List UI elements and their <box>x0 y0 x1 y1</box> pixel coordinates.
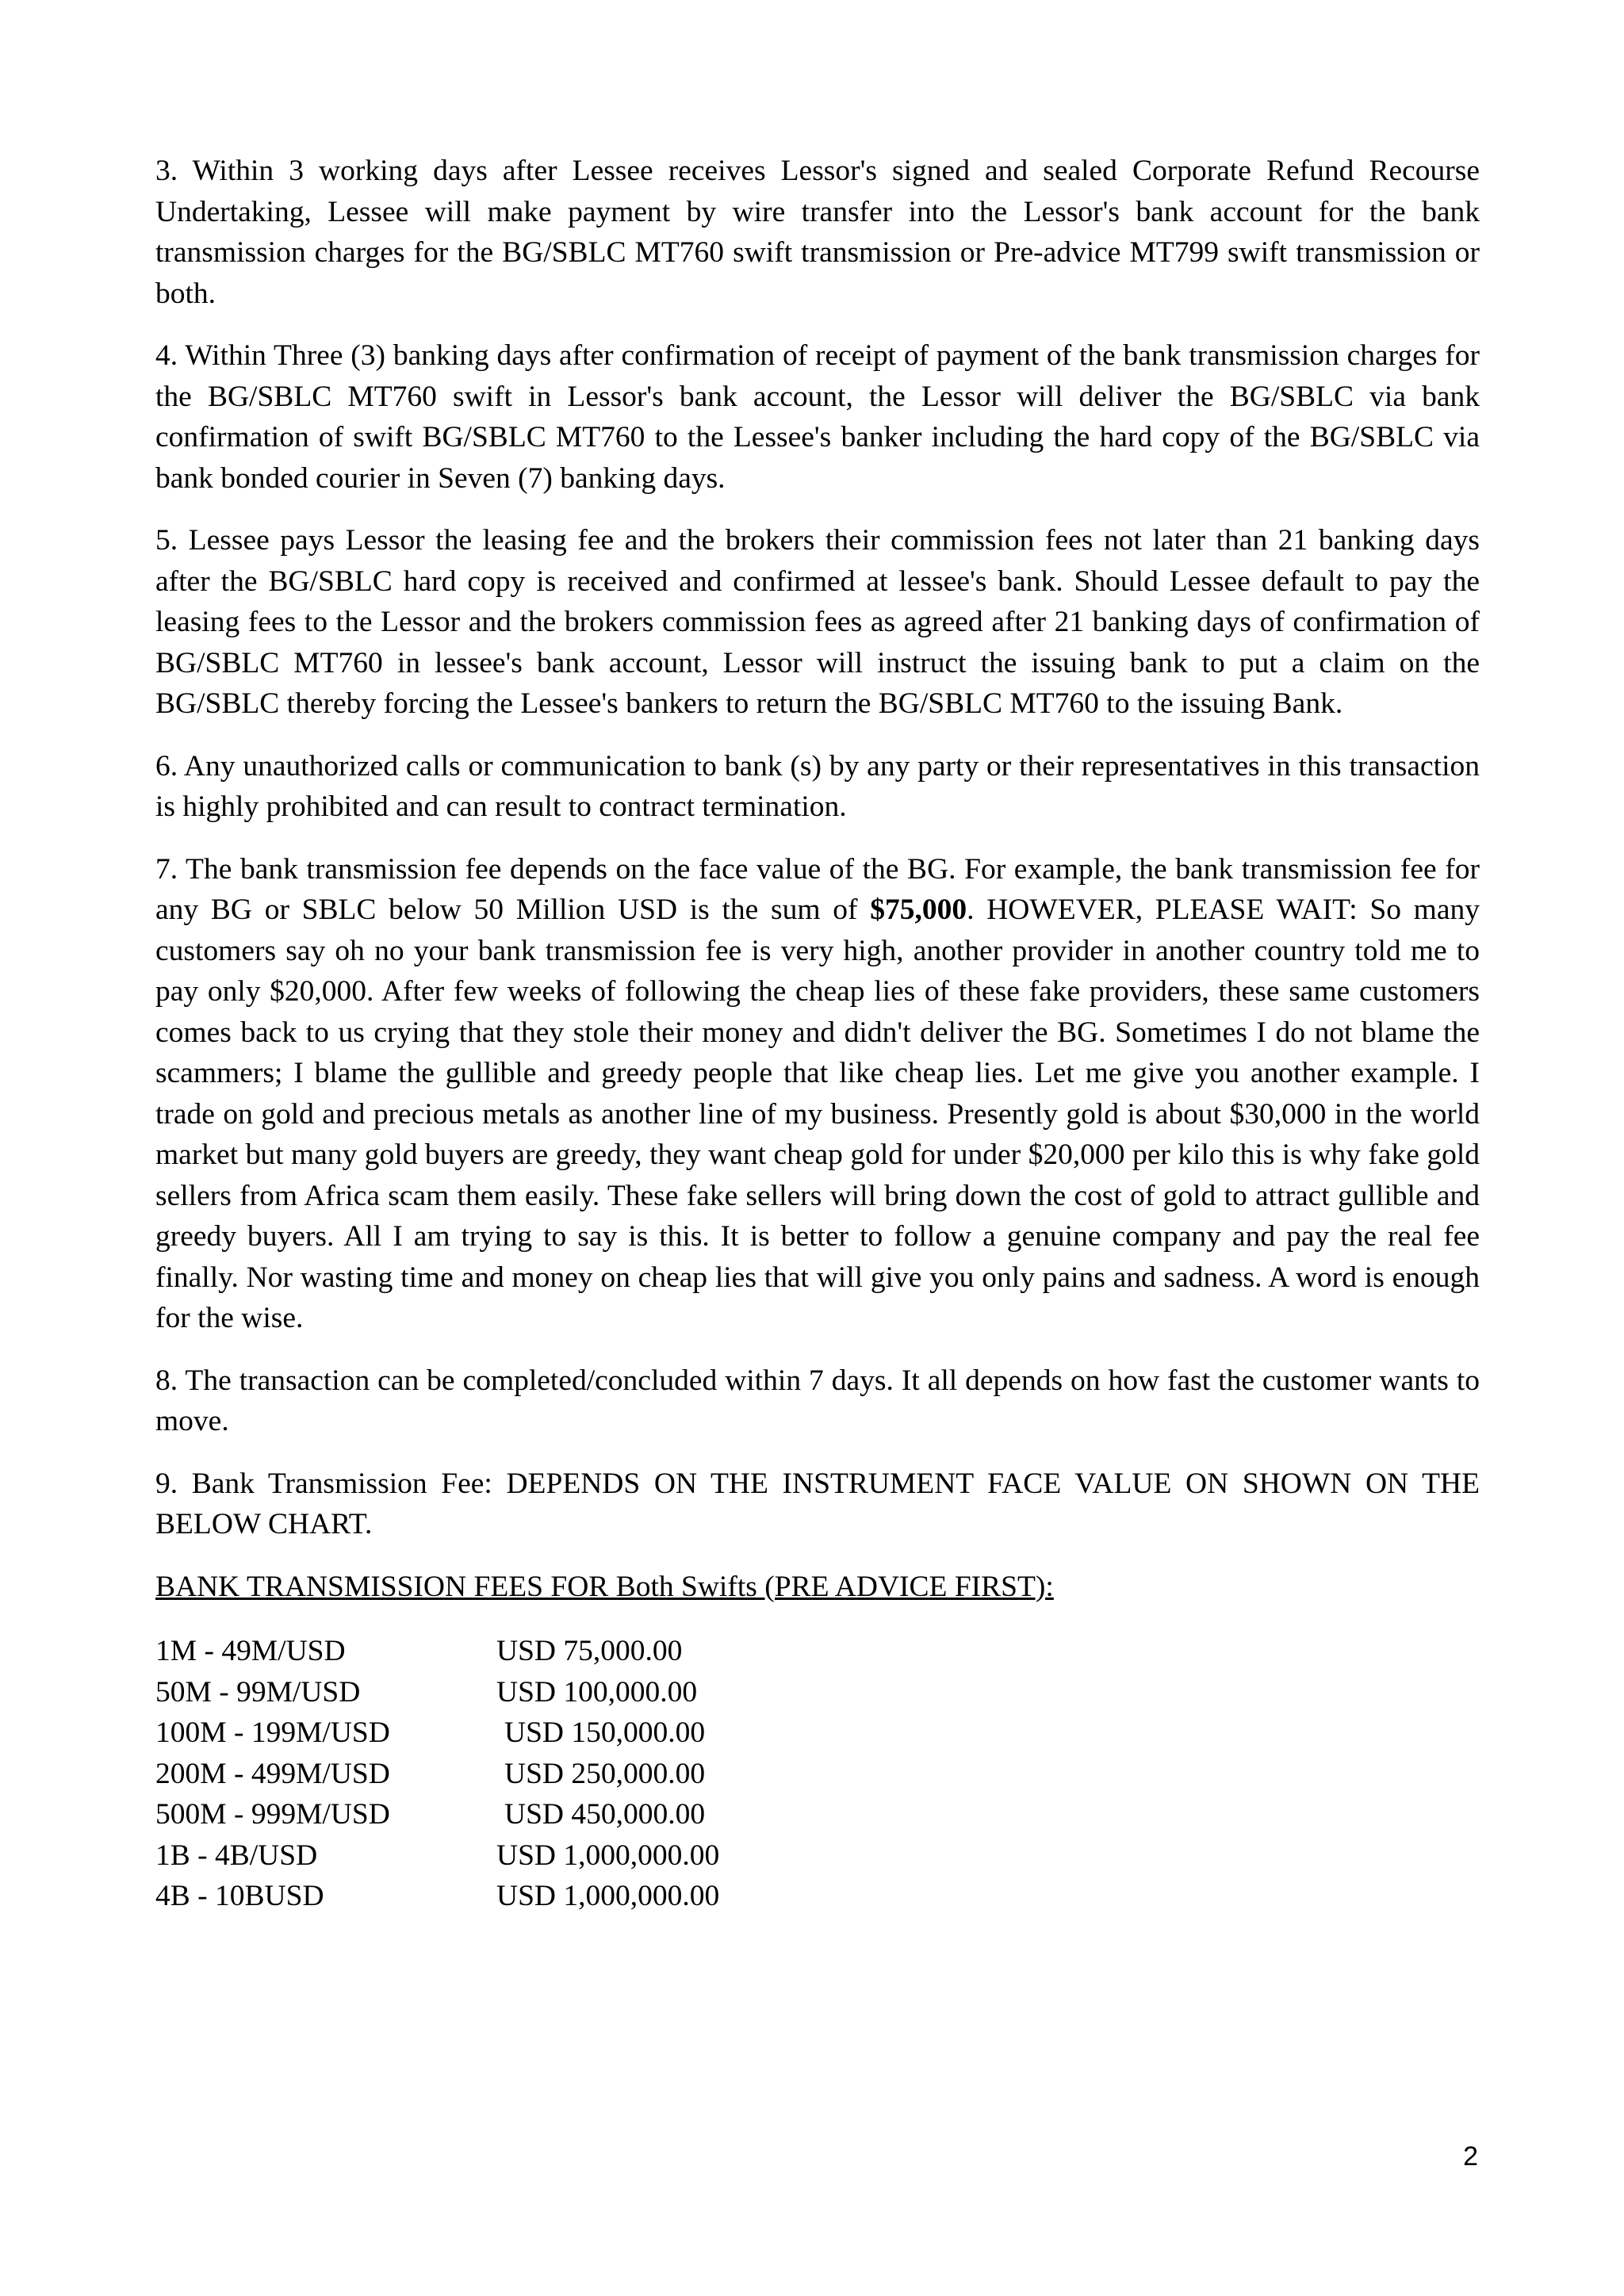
paragraph-4: 4. Within Three (3) banking days after confirmation of receipt of payment of the bank transmission charges for the BG/SBLC MT760 swift in Lessor's bank account, the Lessor will deliver the BG/SBLC via bank confirmation of swift BG/SBLC MT760 to the Lessee's banker including the hard copy of the BG/SBLC via bank bonded courier in Seven (7) banking days. <box>155 339 1480 495</box>
fee-row <box>155 1876 719 1917</box>
paragraph-7-fee-amount: $75,000 <box>870 894 967 926</box>
fee-amount: USD 1,000,000.00 <box>496 1880 720 1912</box>
fee-row <box>155 1712 719 1754</box>
fee-table <box>155 1631 719 1917</box>
fee-amount: USD 250,000.00 <box>504 1757 706 1790</box>
fee-row <box>155 1754 719 1795</box>
document-page <box>155 151 1480 1917</box>
paragraph-5: 5. Lessee pays Lessor the leasing fee and the brokers their commission fees not later than 21 banking days after the BG/SBLC hard copy is received and confirmed at lessee's bank. Should Lessee default to pay the leasing fees to the Lessor and the brokers commission fees as agreed after 21 banking days of confirmation of BG/SBLC MT760 in lessee's bank account, Lessor will instruct the issuing bank to put a claim on the BG/SBLC thereby forcing the Lessee's bankers to return the BG/SBLC MT760 to the issuing Bank. <box>155 524 1480 720</box>
fee-range: 500M - 999M/USD <box>155 1798 390 1831</box>
fee-amount: USD 75,000.00 <box>496 1635 683 1667</box>
fee-row <box>155 1794 719 1835</box>
fee-amount: USD 1,000,000.00 <box>496 1839 720 1872</box>
fee-range: 4B - 10BUSD <box>155 1880 324 1912</box>
paragraph-7-body: . HOWEVER, PLEASE WAIT: So many customers say oh no your bank transmission fee is very high, another provider in another country told me to pay only $20,000. After few weeks of following the cheap lies of these fake providers, these same customers comes back to us crying that they stole their money and didn't deliver the BG. Sometimes I do not blame the scammers; I blame the gullible and greedy people that like cheap lies. Let me give you another example. I trade on gold and precious metals as another line of my business. Presently gold is about $30,000 in the world market but many gold buyers are greedy, they want cheap gold for under $20,000 per kilo this is why fake gold sellers from Africa scam them easily. These fake sellers will bring down the cost of gold to attract gullible and greedy buyers. All I am trying to say is this. It is better to follow a genuine company and pay the real fee finally. Nor wasting time and money on cheap lies that will give you only pains and sadness. A word is enough for the wise. <box>155 894 1480 1334</box>
fee-row <box>155 1835 719 1877</box>
fee-row <box>155 1672 719 1713</box>
paragraph-8: 8. The transaction can be completed/concluded within 7 days. It all depends on how fast the customer wants to move. <box>155 1364 1480 1437</box>
fee-amount: USD 100,000.00 <box>496 1675 698 1709</box>
fee-range: 200M - 499M/USD <box>155 1757 390 1790</box>
paragraph-3: 3. Within 3 working days after Lessee receives Lessor's signed and sealed Corporate Refund Recourse Undertaking, Lessee will make payment by wire transfer into the Lessor's bank account for the bank transmission charges for the BG/SBLC MT760 swift transmission or Pre-advice MT799 swift transmission or both. <box>155 155 1480 310</box>
fee-range: 100M - 199M/USD <box>155 1716 390 1749</box>
fee-range: 1B - 4B/USD <box>155 1839 318 1872</box>
fee-range: 50M - 99M/USD <box>155 1675 361 1709</box>
fee-range: 1M - 49M/USD <box>155 1635 346 1667</box>
fees-heading: BANK TRANSMISSION FEES FOR Both Swifts (PRE ADVICE FIRST): <box>155 1570 1054 1603</box>
page-number: 2 <box>1463 2141 1478 2172</box>
fee-amount: USD 450,000.00 <box>504 1798 706 1831</box>
fee-row <box>155 1631 719 1672</box>
fee-amount: USD 150,000.00 <box>504 1716 706 1749</box>
paragraph-7-intro: 7. The bank transmission fee depends on the face value of the BG. For example, the bank transmission fee for any BG or SBLC below 50 Million USD is the sum of <box>155 852 1480 926</box>
paragraph-9: 9. Bank Transmission Fee: DEPENDS ON THE INSTRUMENT FACE VALUE ON SHOWN ON THE BELOW CHART. <box>155 1467 1480 1540</box>
paragraph-6: 6. Any unauthorized calls or communication to bank (s) by any party or their representatives in this transaction is highly prohibited and can result to contract termination. <box>155 749 1480 823</box>
paragraph-7 <box>155 849 1480 1339</box>
